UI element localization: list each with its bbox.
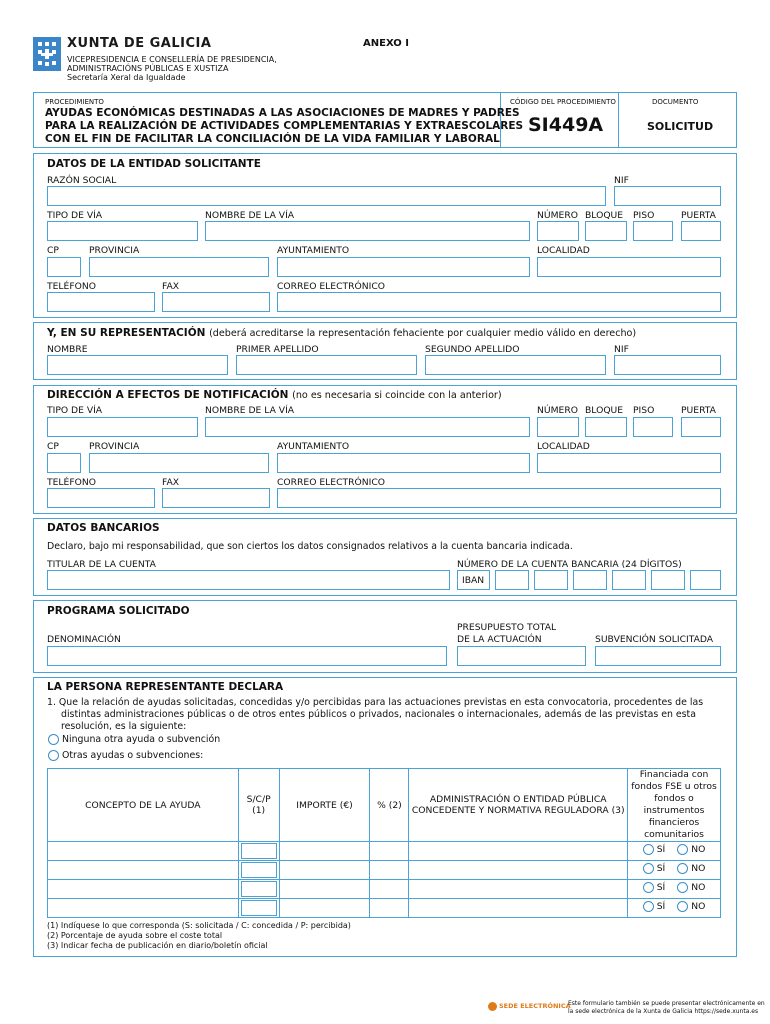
pct-cell[interactable] bbox=[370, 861, 409, 880]
fax-input[interactable] bbox=[162, 292, 270, 312]
concepto-cell[interactable] bbox=[48, 899, 239, 918]
col-scp: S/C/P (1) bbox=[238, 769, 279, 842]
label-presupuesto-2: DE LA ACTUACIÓN bbox=[457, 634, 542, 645]
dept-line-3: Secretaría Xeral da Igualdade bbox=[67, 73, 186, 82]
col-admin: ADMINISTRACIÓN O ENTIDAD PÚBLICA CONCEDENTE Y NORMATIVA REGULADORA (3) bbox=[409, 769, 628, 842]
label-numero: NÚMERO bbox=[537, 210, 578, 221]
account-block-3[interactable] bbox=[573, 570, 607, 590]
aid-table bbox=[47, 768, 721, 918]
notification-title: DIRECCIÓN A EFECTOS DE NOTIFICACIÓN (no es necesaria si coincide con la anterior) bbox=[47, 389, 502, 401]
n-telefono-input[interactable] bbox=[47, 488, 155, 508]
label-n-telefono: TELÉFONO bbox=[47, 477, 96, 488]
procedure-label: PROCEDIMIENTO bbox=[45, 98, 104, 106]
label-puerta: PUERTA bbox=[681, 210, 716, 221]
option-none-label: Ninguna otra ayuda o subvención bbox=[62, 734, 221, 745]
annex-label: ANEXO I bbox=[363, 38, 409, 49]
footnote-2: (2) Porcentaje de ayuda sobre el coste total bbox=[47, 931, 223, 940]
label-primer-apellido: PRIMER APELLIDO bbox=[236, 344, 319, 355]
label-localidad: LOCALIDAD bbox=[537, 245, 590, 256]
col-fse: Financiada con fondos FSE u otros fondos o instrumentos financieros comunitarios bbox=[628, 769, 721, 842]
bloque-input[interactable] bbox=[585, 221, 627, 241]
col-concepto: CONCEPTO DE LA AYUDA bbox=[48, 769, 239, 842]
admin-cell[interactable] bbox=[409, 861, 628, 880]
label-telefono: TELÉFONO bbox=[47, 281, 96, 292]
no-radio[interactable] bbox=[677, 901, 688, 912]
label-n-tipo-via: TIPO DE VÍA bbox=[47, 405, 103, 416]
n-tipo-via-input[interactable] bbox=[47, 417, 198, 437]
document-type: SOLICITUD bbox=[647, 120, 714, 133]
label-n-ayuntamiento: AYUNTAMIENTO bbox=[277, 441, 350, 452]
titular-input[interactable] bbox=[47, 570, 450, 590]
dept-line-2: ADMINISTRACIÓNS PÚBLICAS E XUSTIZA bbox=[67, 64, 229, 73]
rep-nif-input[interactable] bbox=[614, 355, 721, 375]
label-n-puerta: PUERTA bbox=[681, 405, 716, 416]
si-label: SÍ bbox=[656, 901, 666, 912]
label-subvencion: SUBVENCIÓN SOLICITADA bbox=[595, 634, 714, 645]
footnote-1: (1) Indíquese lo que corresponda (S: solicitada / C: concedida / P: percibida) bbox=[47, 921, 351, 930]
procedure-title-2: PARA LA REALIZACIÓN DE ACTIVIDADES COMPLEMENTARIAS Y EXTRAESCOLARES bbox=[45, 120, 524, 132]
denominacion-input[interactable] bbox=[47, 646, 447, 666]
n-nombre-via-input[interactable] bbox=[205, 417, 530, 437]
label-account-number: NÚMERO DE LA CUENTA BANCARIA (24 DÍGITOS) bbox=[457, 559, 682, 570]
label-nombre-via: NOMBRE DE LA VÍA bbox=[205, 210, 295, 221]
presupuesto-input[interactable] bbox=[457, 646, 586, 666]
pct-cell[interactable] bbox=[370, 842, 409, 861]
bank-declaration: Declaro, bajo mi responsabilidad, que son ciertos los datos consignados relativos a la cuenta bancaria indicada. bbox=[47, 541, 573, 552]
label-n-nombre-via: NOMBRE DE LA VÍA bbox=[205, 405, 295, 416]
n-bloque-input[interactable] bbox=[585, 417, 627, 437]
razon-social-input[interactable] bbox=[47, 186, 606, 206]
label-n-bloque: BLOQUE bbox=[585, 405, 624, 416]
rep-primer-apellido-input[interactable] bbox=[236, 355, 417, 375]
dept-line-1: VICEPRESIDENCIA E CONSELLERÍA DE PRESIDENCIA, bbox=[67, 55, 277, 64]
pct-cell[interactable] bbox=[370, 880, 409, 899]
si-label: SÍ bbox=[656, 844, 666, 855]
declares-item1-line3: resolución, es la siguiente: bbox=[61, 721, 187, 732]
n-cp-input[interactable] bbox=[47, 453, 81, 473]
nombre-via-input[interactable] bbox=[205, 221, 530, 241]
correo-input[interactable] bbox=[277, 292, 721, 312]
applicant-title: DATOS DE LA ENTIDAD SOLICITANTE bbox=[47, 158, 261, 170]
no-radio[interactable] bbox=[677, 844, 688, 855]
account-block-6[interactable] bbox=[690, 570, 721, 590]
scp-input[interactable] bbox=[241, 881, 277, 897]
si-label: SÍ bbox=[656, 882, 666, 893]
scp-input[interactable] bbox=[241, 900, 277, 916]
numero-input[interactable] bbox=[537, 221, 579, 241]
label-bloque: BLOQUE bbox=[585, 210, 624, 221]
concepto-cell[interactable] bbox=[48, 842, 239, 861]
no-label: NO bbox=[691, 863, 706, 874]
no-radio[interactable] bbox=[677, 882, 688, 893]
subvencion-input[interactable] bbox=[595, 646, 721, 666]
label-cp: CP bbox=[47, 245, 59, 256]
option-none-radio[interactable] bbox=[48, 734, 59, 745]
si-radio[interactable] bbox=[643, 882, 654, 893]
iban-label: IBAN bbox=[462, 575, 485, 586]
localidad-input[interactable] bbox=[537, 257, 721, 277]
label-titular: TITULAR DE LA CUENTA bbox=[47, 559, 156, 570]
account-block-2[interactable] bbox=[534, 570, 568, 590]
importe-cell[interactable] bbox=[279, 842, 370, 861]
account-block-4[interactable] bbox=[612, 570, 646, 590]
tipo-via-input[interactable] bbox=[47, 221, 198, 241]
label-n-numero: NÚMERO bbox=[537, 405, 578, 416]
option-other-radio[interactable] bbox=[48, 750, 59, 761]
scp-input[interactable] bbox=[241, 843, 277, 859]
footnote-3: (3) Indicar fecha de publicación en diario/boletín oficial bbox=[47, 941, 268, 950]
document-label: DOCUMENTO bbox=[652, 98, 699, 106]
no-radio[interactable] bbox=[677, 863, 688, 874]
n-puerta-input[interactable] bbox=[681, 417, 721, 437]
sede-label: SEDE ELECTRÓNICA bbox=[499, 1002, 571, 1010]
si-radio[interactable] bbox=[643, 863, 654, 874]
n-ayuntamiento-input[interactable] bbox=[277, 453, 530, 473]
no-label: NO bbox=[691, 901, 706, 912]
si-label: SÍ bbox=[656, 863, 666, 874]
no-label: NO bbox=[691, 844, 706, 855]
procedure-title-1: AYUDAS ECONÓMICAS DESTINADAS A LAS ASOCIACIONES DE MADRES Y PADRES bbox=[45, 107, 520, 119]
col-importe: IMPORTE (€) bbox=[279, 769, 370, 842]
representative-title: Y, EN SU REPRESENTACIÓN (deberá acreditarse la representación fehaciente por cualquier medio válido en derecho) bbox=[47, 327, 637, 339]
label-tipo-via: TIPO DE VÍA bbox=[47, 210, 103, 221]
telefono-input[interactable] bbox=[47, 292, 155, 312]
label-razon-social: RAZÓN SOCIAL bbox=[47, 175, 117, 186]
ayuntamiento-input[interactable] bbox=[277, 257, 530, 277]
aid-row bbox=[48, 880, 721, 899]
label-piso: PISO bbox=[633, 210, 655, 221]
si-radio[interactable] bbox=[643, 901, 654, 912]
admin-cell[interactable] bbox=[409, 899, 628, 918]
declares-title: LA PERSONA REPRESENTANTE DECLARA bbox=[47, 681, 284, 693]
rep-segundo-apellido-input[interactable] bbox=[425, 355, 606, 375]
n-piso-input[interactable] bbox=[633, 417, 673, 437]
aid-row bbox=[48, 842, 721, 861]
label-nombre: NOMBRE bbox=[47, 344, 88, 355]
xunta-logo bbox=[33, 37, 61, 71]
program-title: PROGRAMA SOLICITADO bbox=[47, 605, 190, 617]
n-correo-input[interactable] bbox=[277, 488, 721, 508]
label-ayuntamiento: AYUNTAMIENTO bbox=[277, 245, 350, 256]
label-correo: CORREO ELECTRÓNICO bbox=[277, 281, 385, 292]
si-radio[interactable] bbox=[643, 844, 654, 855]
rep-nombre-input[interactable] bbox=[47, 355, 228, 375]
account-block-5[interactable] bbox=[651, 570, 685, 590]
piso-input[interactable] bbox=[633, 221, 673, 241]
label-denominacion: DENOMINACIÓN bbox=[47, 634, 121, 645]
label-rep-nif: NIF bbox=[614, 344, 629, 355]
nif-input[interactable] bbox=[614, 186, 721, 206]
aid-row bbox=[48, 861, 721, 880]
n-provincia-input[interactable] bbox=[89, 453, 269, 473]
xunta-logo-text: XUNTA DE GALICIA bbox=[67, 36, 212, 51]
n-fax-input[interactable] bbox=[162, 488, 270, 508]
procedure-code: SI449A bbox=[528, 114, 604, 136]
label-fax: FAX bbox=[162, 281, 180, 292]
admin-cell[interactable] bbox=[409, 880, 628, 899]
concepto-cell[interactable] bbox=[48, 861, 239, 880]
importe-cell[interactable] bbox=[279, 861, 370, 880]
procedure-code-label: CÓDIGO DEL PROCEDIMIENTO bbox=[510, 98, 616, 106]
declares-item1-line2: distintas administraciones públicas o de otros entes públicos o privados, nacionales o internacionales, además de las previstas en esta bbox=[61, 709, 696, 720]
declares-item1-line1: 1. Que la relación de ayudas solicitadas, concedidas y/o percibidas para las actuaciones previstas en esta convocatoria, procedentes de las bbox=[47, 697, 704, 708]
label-presupuesto-1: PRESUPUESTO TOTAL bbox=[457, 622, 557, 633]
cp-input[interactable] bbox=[47, 257, 81, 277]
label-n-fax: FAX bbox=[162, 477, 180, 488]
provincia-input[interactable] bbox=[89, 257, 269, 277]
no-label: NO bbox=[691, 882, 706, 893]
label-nif: NIF bbox=[614, 175, 629, 186]
concepto-cell[interactable] bbox=[48, 880, 239, 899]
label-segundo-apellido: SEGUNDO APELLIDO bbox=[425, 344, 520, 355]
sede-icon bbox=[488, 1002, 497, 1011]
importe-cell[interactable] bbox=[279, 880, 370, 899]
puerta-input[interactable] bbox=[681, 221, 721, 241]
footer-text-2: la sede electrónica de la Xunta de Galicia https://sede.xunta.es bbox=[568, 1008, 759, 1015]
importe-cell[interactable] bbox=[279, 899, 370, 918]
label-n-provincia: PROVINCIA bbox=[89, 441, 140, 452]
label-provincia: PROVINCIA bbox=[89, 245, 140, 256]
n-localidad-input[interactable] bbox=[537, 453, 721, 473]
n-numero-input[interactable] bbox=[537, 417, 579, 437]
label-n-correo: CORREO ELECTRÓNICO bbox=[277, 477, 385, 488]
bank-title: DATOS BANCARIOS bbox=[47, 522, 160, 534]
col-pct: % (2) bbox=[370, 769, 409, 842]
procedure-title-3: CON EL FIN DE FACILITAR LA CONCILIACIÓN DE LA VIDA FAMILIAR Y LABORAL bbox=[45, 133, 500, 145]
label-n-localidad: LOCALIDAD bbox=[537, 441, 590, 452]
footer-text-1: Este formulario también se puede presentar electrónicamente en bbox=[568, 1000, 765, 1007]
label-n-piso: PISO bbox=[633, 405, 655, 416]
scp-input[interactable] bbox=[241, 862, 277, 878]
option-other-label: Otras ayudas o subvenciones: bbox=[62, 750, 204, 761]
aid-row bbox=[48, 899, 721, 918]
account-block-1[interactable] bbox=[495, 570, 529, 590]
admin-cell[interactable] bbox=[409, 842, 628, 861]
pct-cell[interactable] bbox=[370, 899, 409, 918]
label-n-cp: CP bbox=[47, 441, 59, 452]
